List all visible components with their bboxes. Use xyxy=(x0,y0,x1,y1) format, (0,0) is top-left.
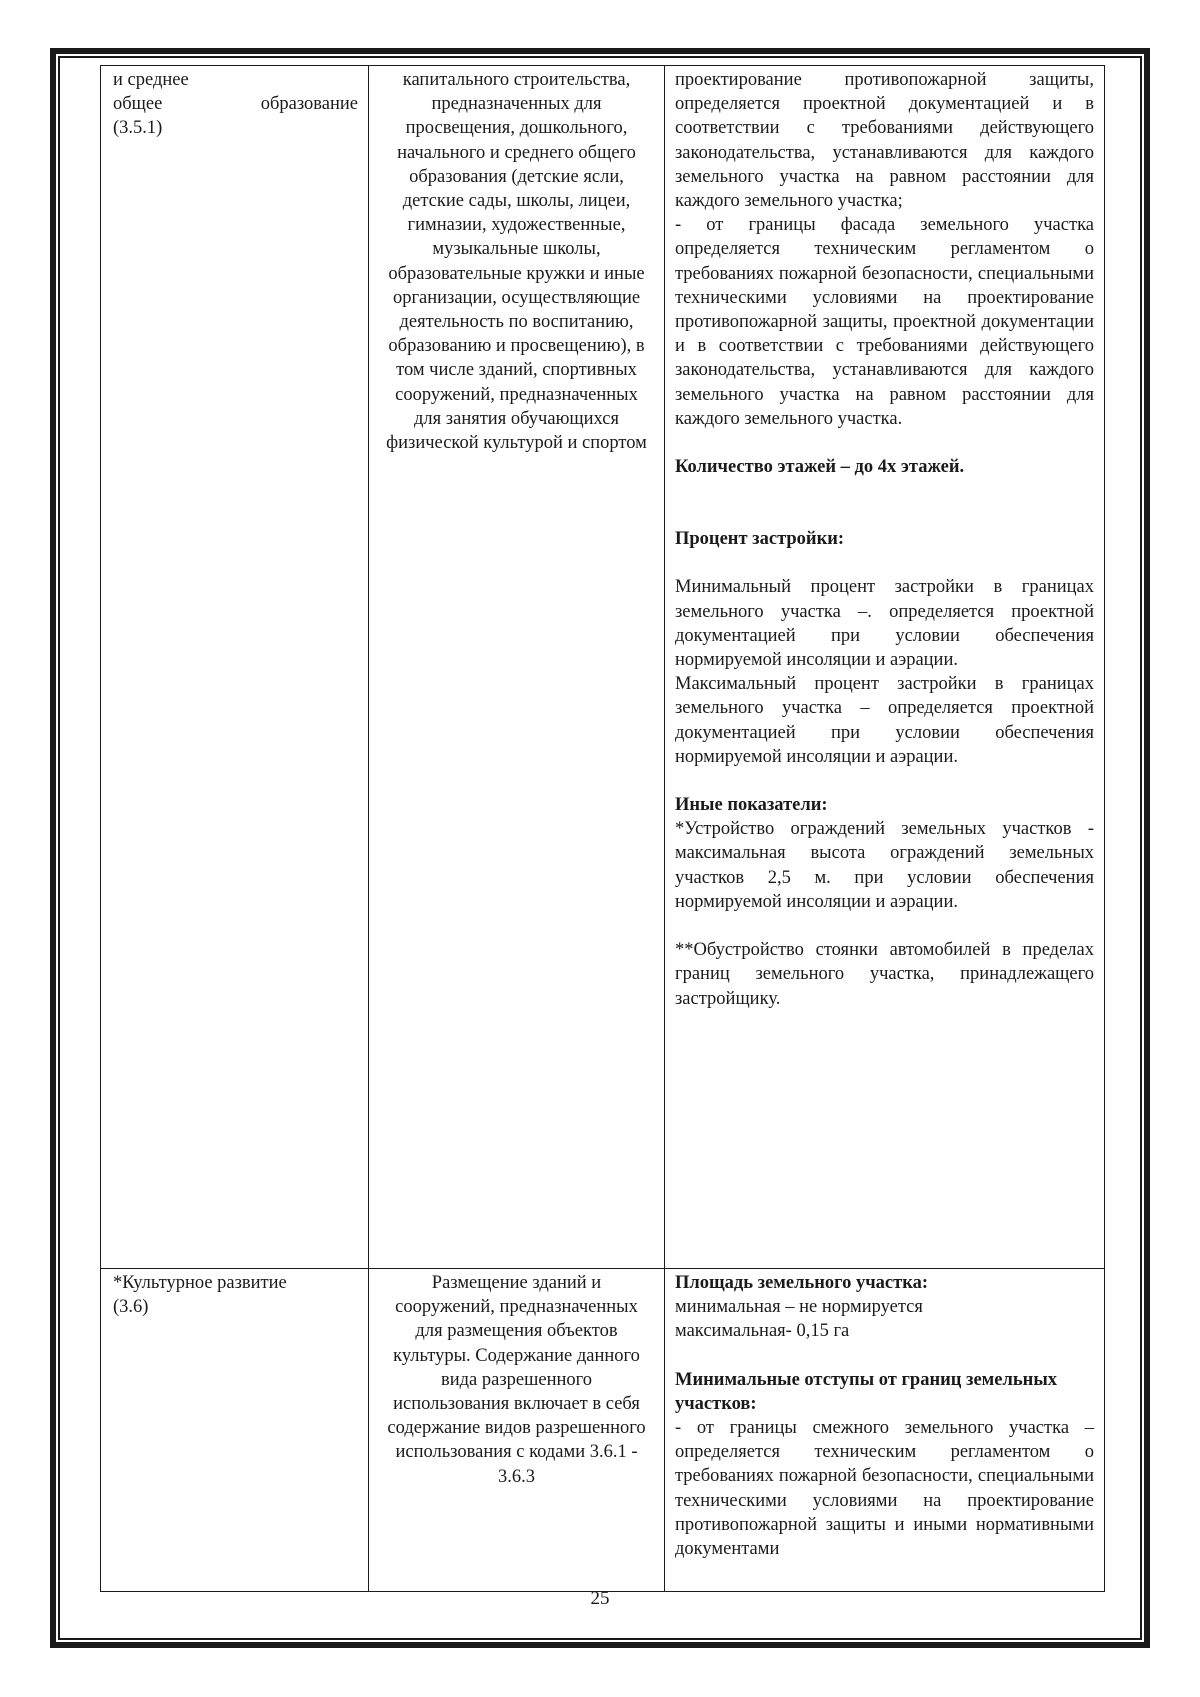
parking-text: **Обустройство стоянки автомобилей в пределах границ земельного участка, принадлежащего застройщику. xyxy=(675,940,1094,1009)
fire-protection-text: проектирование противопожарной защиты, определяется проектной документацией и в соответствии с требованиями действующего законодательства, устанавливаются для каждого земельного участка на равном расстоянии для каждого земельного участка; xyxy=(675,70,1094,212)
plot-area-heading: Площадь земельного участка: xyxy=(675,1273,929,1293)
parameters-cell xyxy=(665,1269,1105,1592)
land-use-regulations-table xyxy=(100,65,1105,1592)
code-line: (3.6) xyxy=(113,1297,149,1318)
max-building-percent: Максимальный процент застройки в границах земельного участка – определяется проектной документацией при условии обеспечения нормируемой инсоляции и аэрации. xyxy=(675,674,1094,767)
plot-area-max: максимальная- 0,15 га xyxy=(675,1321,850,1342)
code-line: (3.5.1) xyxy=(113,118,163,139)
building-percent-heading: Процент застройки: xyxy=(675,529,845,550)
plot-area-min: минимальная – не нормируется xyxy=(675,1297,923,1318)
min-building-percent: Минимальный процент застройки в границах земельного участка –. определяется проектной документацией при условии обеспечения нормируемой инсоляции и аэрации. xyxy=(675,577,1094,671)
floors-count: Количество этажей – до 4х этажей. xyxy=(675,457,965,478)
setbacks-heading: Минимальные отступы от границ земельных участков: xyxy=(675,1369,1058,1414)
setbacks-text: - от границы смежного земельного участка – определяется техническим регламентом о требованиях пожарной безопасности, специальными техническими условиями на проектирование противопожарной защиты и иными нормативными документами xyxy=(675,1418,1094,1560)
land-use-code-cell xyxy=(101,1269,369,1592)
facade-setback-text: - от границы фасада земельного участка определяется техническим регламентом о требованиях пожарной безопасности, специальными техническими условиями на проектирование противопожарной защиты, проектной документации и в соответствии с требованиями действующего законодательства, устанавливаются для каждого земельного участка на равном расстоянии для каждого земельного участка. xyxy=(675,215,1094,429)
code-line: и среднее xyxy=(113,70,189,90)
table-row xyxy=(101,1269,1105,1592)
description-text: капитального строительства, предназначенных для просвещения, дошкольного, начального и среднего общего образования (детские ясли, детские сады, школы, лицеи, гимназии, художественные, музыкальные школы, образовательные кружки и иные организации, осуществляющие деятельность по воспитанию, образованию и просвещению), в том числе зданий, спортивных сооружений, предназначенных для занятия обучающихся физической культурой и спортом xyxy=(386,70,647,454)
fence-text: *Устройство ограждений земельных участков - максимальная высота ограждений земельных участков 2,5 м. при условии обеспечения нормируемой инсоляции и аэрации. xyxy=(675,819,1094,912)
parameters-cell xyxy=(665,66,1105,1269)
page-number: 25 xyxy=(590,1588,610,1609)
land-use-code-cell xyxy=(101,66,369,1269)
code-line: *Культурное развитие xyxy=(113,1273,287,1293)
land-use-description-cell xyxy=(369,1269,665,1592)
table-row xyxy=(101,66,1105,1269)
description-text: Размещение зданий и сооружений, предназначенных для размещения объектов культуры. Содержание данного вида разрешенного использования включает в себя содержание видов разрешенного использования с кодами 3.6.1 - 3.6.3 xyxy=(387,1273,646,1487)
code-line: общее образование xyxy=(113,94,358,115)
other-indicators-heading: Иные показатели: xyxy=(675,795,828,816)
land-use-description-cell xyxy=(369,66,665,1269)
